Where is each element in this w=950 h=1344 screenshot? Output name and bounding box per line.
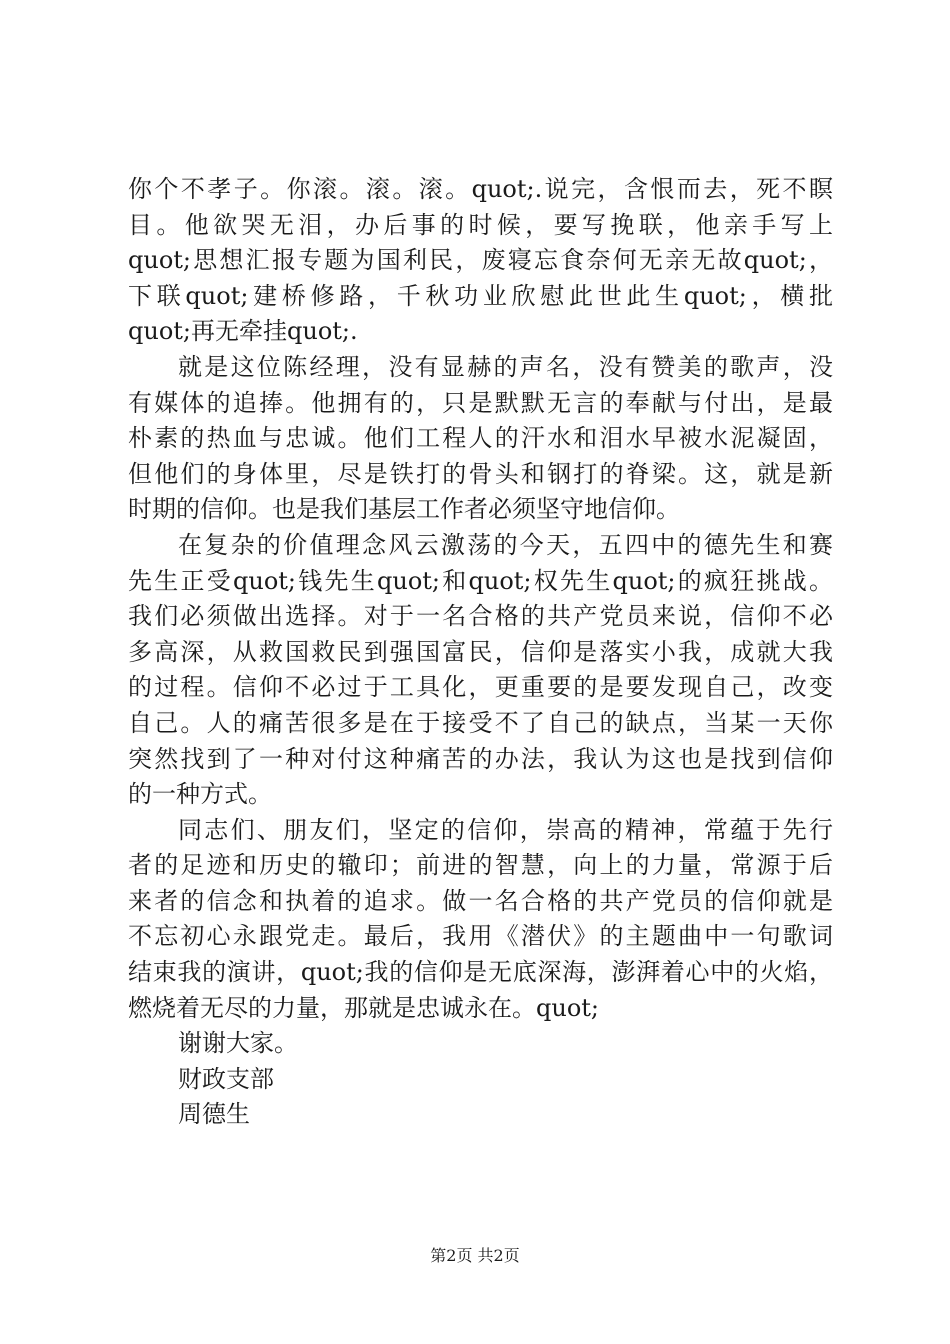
text-line: 不忘初心永跟党走。最后，我用《潜伏》的主题曲中一句歌词 <box>128 922 833 951</box>
signature-department: 财政支部 <box>178 1064 274 1093</box>
page-number-footer: 第2页 共2页 <box>430 1246 520 1265</box>
text-line: 自己。人的痛苦很多是在于接受不了自己的缺点，当某一天你 <box>128 708 833 737</box>
text-line: 结束我的演讲，quot;我的信仰是无底深海，澎湃着心中的火焰， <box>128 958 833 987</box>
text-line: 先生正受quot;钱先生quot;和quot;权先生quot;的疯狂挑战。 <box>128 566 833 595</box>
text-line: 时期的信仰。也是我们基层工作者必须坚守地信仰。 <box>128 495 680 524</box>
text-line: 目。他欲哭无泪，办后事的时候，要写挽联，他亲手写上 <box>128 210 833 239</box>
text-line: 多高深，从救国救民到强国富民，信仰是落实小我，成就大我 <box>128 637 833 666</box>
text-line: quot;思想汇报专题为国利民，废寝忘食奈何无亲无故quot;， <box>128 246 833 275</box>
text-line: 同志们、朋友们，坚定的信仰，崇高的精神，常蕴于先行 <box>178 815 833 844</box>
text-line: 有媒体的追捧。他拥有的，只是默默无言的奉献与付出，是最 <box>128 388 833 417</box>
text-line: 燃烧着无尽的力量，那就是忠诚永在。quot; <box>128 993 599 1022</box>
text-line: 者的足迹和历史的辙印；前进的智慧，向上的力量，常源于后 <box>128 851 833 880</box>
text-line: 的过程。信仰不必过于工具化，更重要的是要发现自己，改变 <box>128 673 833 702</box>
text-line: 突然找到了一种对付这种痛苦的办法，我认为这也是找到信仰 <box>128 744 833 773</box>
text-line: 下联quot;建桥修路，千秋功业欣慰此世此生quot;，横批 <box>128 281 833 310</box>
text-line: 但他们的身体里，尽是铁打的骨头和钢打的脊梁。这，就是新 <box>128 459 833 488</box>
text-line: 朴素的热血与忠诚。他们工程人的汗水和泪水早被水泥凝固， <box>128 424 833 453</box>
text-line: 在复杂的价值理念风云激荡的今天，五四中的德先生和赛 <box>178 530 833 559</box>
text-line: 就是这位陈经理，没有显赫的声名，没有赞美的歌声，没 <box>178 352 833 381</box>
closing-thanks: 谢谢大家。 <box>178 1029 298 1058</box>
text-line: quot;再无牵挂quot;. <box>128 317 358 346</box>
speech-body <box>128 172 833 1133</box>
text-line: 我们必须做出选择。对于一名合格的共产党员来说，信仰不必 <box>128 602 833 631</box>
text-line: 的一种方式。 <box>128 780 272 809</box>
text-line: 你个不孝子。你滚。滚。滚。quot;.说完，含恨而去，死不瞑 <box>128 175 833 203</box>
signature-name: 周德生 <box>178 1100 250 1129</box>
text-line: 来者的信念和执着的追求。做一名合格的共产党员的信仰就是 <box>128 886 833 915</box>
